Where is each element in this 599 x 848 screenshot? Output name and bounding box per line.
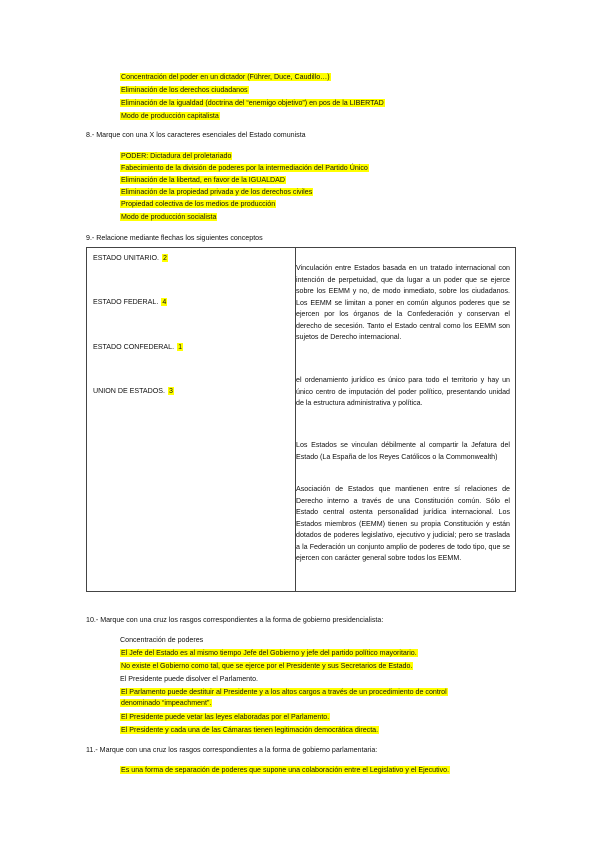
definition-2: el ordenamiento jurídico es único para todo el territorio y hay un único centro de imputación del poder político, presentando unidad de la estructura administrativa y política. [296,376,510,407]
definitions-column [296,248,516,592]
concept-item: ESTADO FEDERAL. 4 [93,298,167,306]
q10-item: El Parlamento puede destituir al Presidente y a los altos cargos a través de un procedimiento de control [121,688,447,696]
q10-item: denominado “impeachment”. [121,699,212,707]
concepts-column [87,248,296,592]
q7-item: Eliminación de los derechos ciudadanos [121,86,248,94]
q8-item: PODER: Dictadura del proletariado [121,152,232,160]
q10-item: El Jefe del Estado es al mismo tiempo Jefe del Gobierno y jefe del partido político mayoritario. [121,649,417,657]
q7-item: Concentración del poder en un dictador (Führer, Duce, Caudillo…) [121,73,330,81]
concept-item: ESTADO CONFEDERAL. 1 [93,343,183,351]
q9-title: 9.- Relacione mediante flechas los siguientes conceptos [86,234,263,242]
q11-item: Es una forma de separación de poderes que supone una colaboración entre el Legislativo y el Ejecutivo. [121,766,450,774]
q8-item: Modo de producción socialista [121,213,217,221]
definition-1: Vinculación entre Estados basada en un tratado internacional con intención de perpetuidad, que da lugar a un poder que se ejerce sobre los EEMM y no, de modo inmediato, sobre los ciudadanos. Los EEMM se limitan a poner en común algunos poderes que se ejercen por los órganos de la Confederación y conservan el derecho de secesión. Tanto el Estado central como los EEMM son sujetos de Derecho internacional. [296,264,510,341]
concept-item: ESTADO UNITARIO. 2 [93,254,167,262]
q7-item: Modo de producción capitalista [121,112,219,120]
q10-item: No existe el Gobierno como tal, que se ejerce por el Presidente y sus Secretarios de Estado. [121,662,413,670]
q8-item: Eliminación de la propiedad privada y de los derechos civiles [121,188,313,196]
q8-title: 8.- Marque con una X los caracteres esenciales del Estado comunista [86,131,306,139]
q8-item: Propiedad colectiva de los medios de producción [121,200,276,208]
q8-item: Eliminación de la libertad, en favor de la IGUALDAD [121,176,286,184]
q8-item: Fabecimiento de la división de poderes por la intermediación del Partido Único [121,164,368,172]
relation-table [86,247,516,592]
q10-item: El Presidente puede vetar las leyes elaboradas por el Parlamento. [121,713,330,721]
definition-4: Asociación de Estados que mantienen entre sí relaciones de Derecho interno a través de una Constitución común. Sólo el Estado central ostenta personalidad jurídica internacional. Los Estados miembros (EEMM) tienen su propia Constitución y están dotados de poderes legislativo, ejecutivo y judicial; pero se traslada a la Federación un conjunto amplio de poderes de todo tipo, que se ejercen con carácter general sobre todos los EEMM. [296,485,510,562]
definition-3: Los Estados se vinculan débilmente al compartir la Jefatura del Estado (La España de los Reyes Católicos o la Commonwealth) [296,441,510,461]
q11-title: 11.- Marque con una cruz los rasgos correspondientes a la forma de gobierno parlamentaria: [86,746,378,754]
q7-item: Eliminación de la igualdad (doctrina del “enemigo objetivo”) en pos de la LIBERTAD [121,99,384,107]
q10-title: 10.- Marque con una cruz los rasgos correspondientes a la forma de gobierno presidencialista: [86,616,384,624]
q10-item: El Presidente puede disolver el Parlamento. [120,675,259,683]
q10-item: Concentración de poderes [120,636,204,644]
concept-item: UNION DE ESTADOS. 3 [93,387,173,395]
q10-item: El Presidente y cada una de las Cámaras tienen legitimación democrática directa. [121,726,379,734]
